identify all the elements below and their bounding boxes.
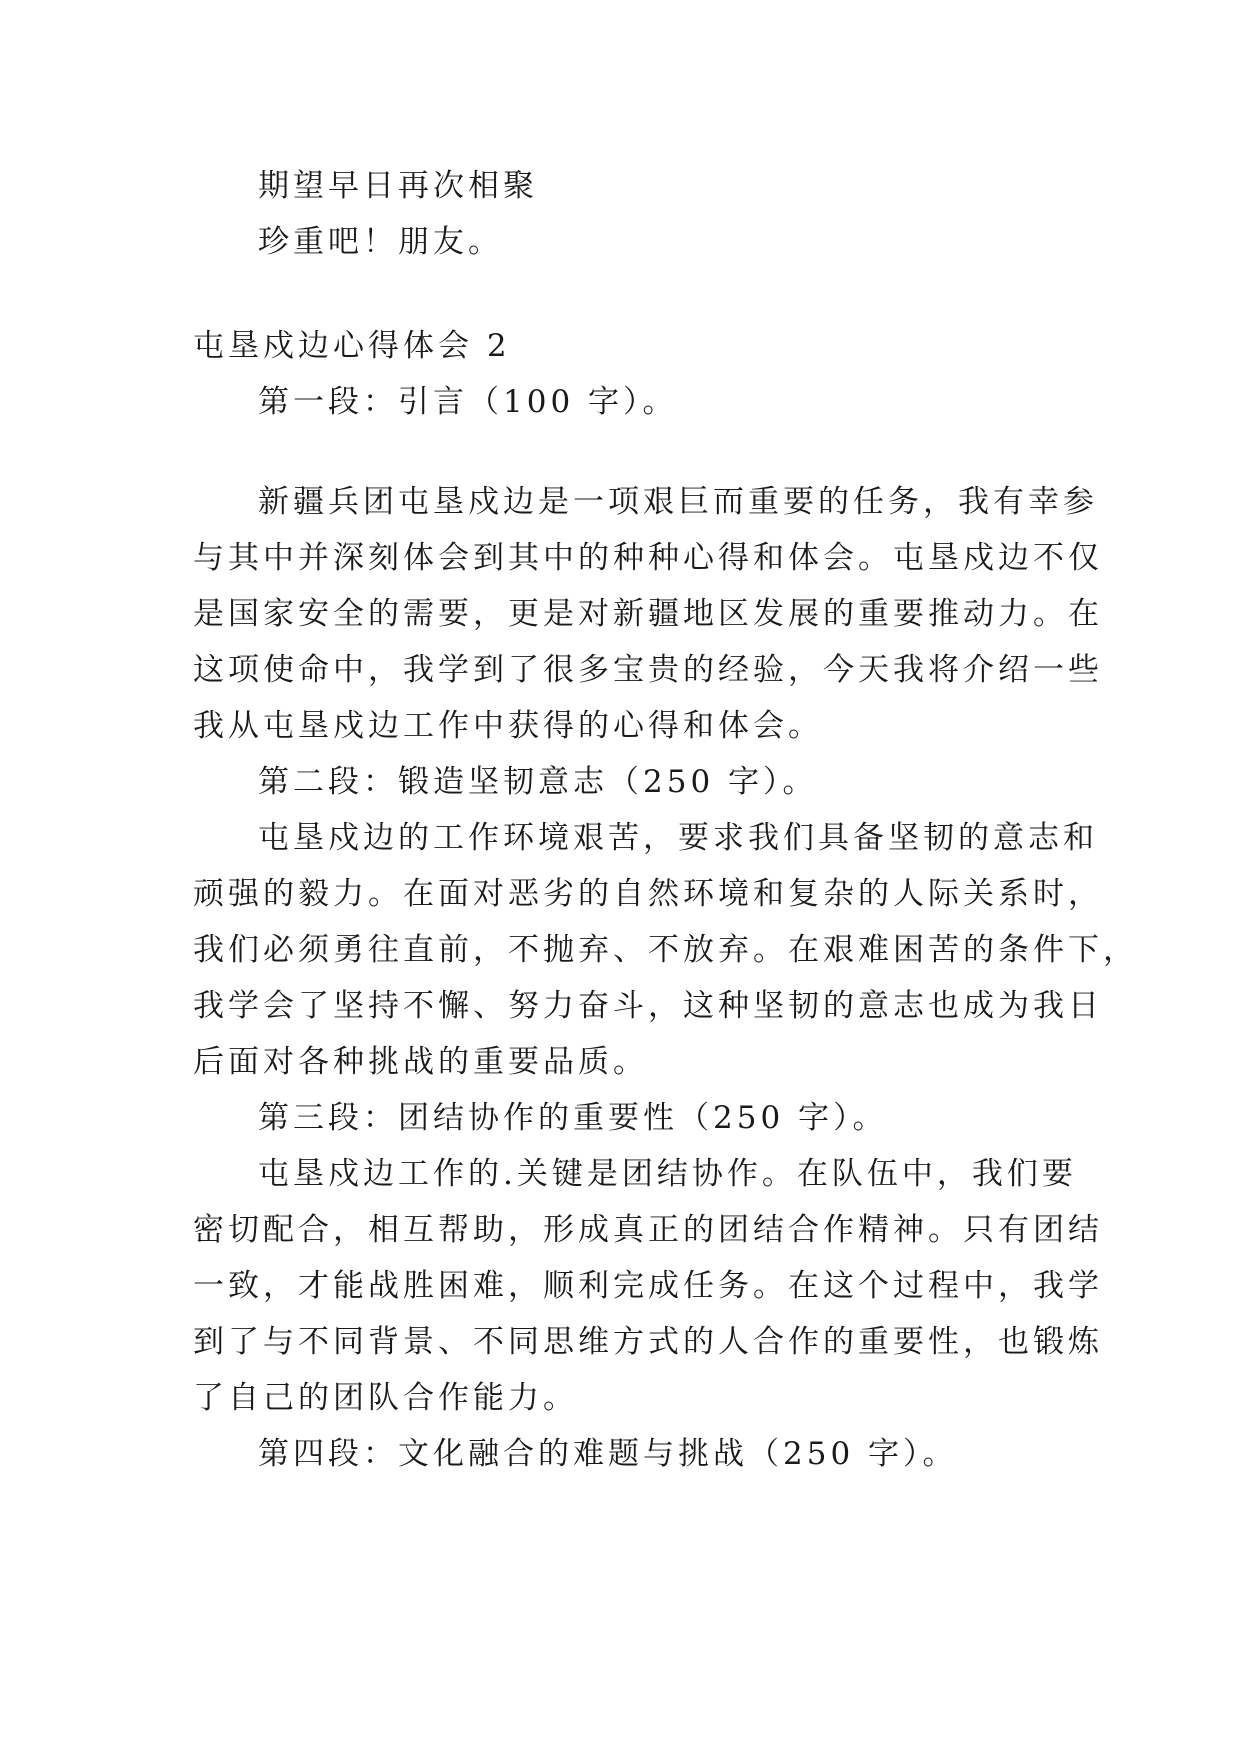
paragraph-line: 屯垦戍边工作的.关键是团结协作。在队伍中，我们要 [258, 1156, 1077, 1192]
paragraph-line: 我从屯垦戍边工作中获得的心得和体会。 [193, 708, 823, 744]
paragraph-heading: 第四段：文化融合的难题与挑战（250 字）。 [258, 1436, 958, 1472]
paragraph-line: 密切配合，相互帮助，形成真正的团结合作精神。只有团结 [193, 1212, 1103, 1248]
paragraph-line: 我学会了坚持不懈、努力奋斗，这种坚韧的意志也成为我日 [193, 988, 1103, 1024]
paragraph-line: 顽强的毅力。在面对恶劣的自然环境和复杂的人际关系时， [193, 876, 1103, 912]
paragraph-line: 我们必须勇往直前，不抛弃、不放弃。在艰难困苦的条件下， [193, 932, 1138, 968]
paragraph-line: 这项使命中，我学到了很多宝贵的经验，今天我将介绍一些 [193, 652, 1103, 688]
paragraph-line: 到了与不同背景、不同思维方式的人合作的重要性，也锻炼 [193, 1324, 1103, 1360]
poem-line: 期望早日再次相聚 [258, 168, 538, 204]
paragraph-line: 一致，才能战胜困难，顺利完成任务。在这个过程中，我学 [193, 1268, 1103, 1304]
paragraph-heading: 第二段：锻造坚韧意志（250 字）。 [258, 764, 818, 800]
paragraph-heading: 第三段：团结协作的重要性（250 字）。 [258, 1100, 888, 1136]
paragraph-line: 新疆兵团屯垦戍边是一项艰巨而重要的任务，我有幸参 [258, 484, 1098, 520]
paragraph-line: 与其中并深刻体会到其中的种种心得和体会。屯垦戍边不仅 [193, 540, 1103, 576]
poem-line: 珍重吧！朋友。 [258, 224, 503, 260]
paragraph-line: 后面对各种挑战的重要品质。 [193, 1044, 648, 1080]
paragraph-line: 是国家安全的需要，更是对新疆地区发展的重要推动力。在 [193, 596, 1103, 632]
paragraph-line: 屯垦戍边的工作环境艰苦，要求我们具备坚韧的意志和 [258, 820, 1098, 856]
section-title: 屯垦戍边心得体会 2 [193, 328, 511, 364]
paragraph-heading: 第一段：引言（100 字）。 [258, 384, 678, 420]
paragraph-line: 了自己的团队合作能力。 [193, 1380, 578, 1416]
